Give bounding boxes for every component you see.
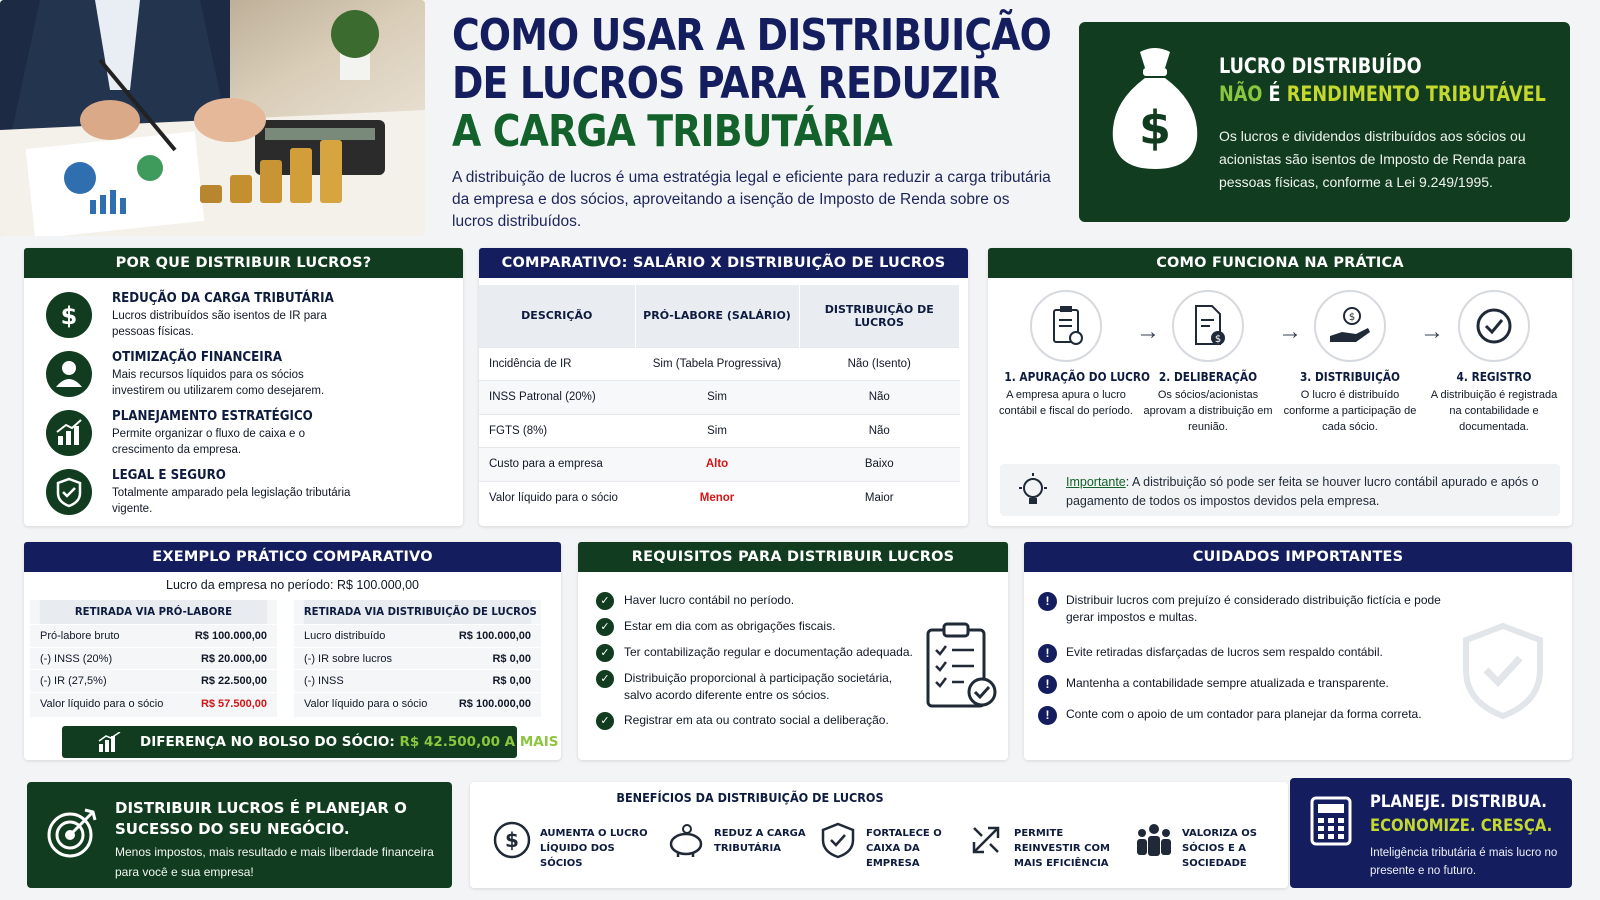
clipboard-checklist-icon	[924, 620, 998, 710]
piggy-bank-icon	[666, 820, 706, 860]
table-cell: Custo para a empresa	[479, 448, 635, 482]
step-title: 2. DELIBERAÇÃO	[1158, 370, 1258, 384]
step	[1424, 290, 1564, 435]
growth-chart-icon	[46, 410, 92, 456]
expand-arrows-icon	[966, 820, 1006, 860]
exemplo-header: EXEMPLO PRÁTICO COMPARATIVO	[24, 542, 561, 572]
list-item: ✓ Estar em dia com as obrigações fiscais.	[596, 618, 916, 635]
why-item-desc: Mais recursos líquidos para os sócios investirem ou utilizarem como desejarem.	[112, 369, 325, 397]
table-cell: Sim (Tabela Progressiva)	[635, 347, 799, 381]
table-row: Pró-labore bruto R$ 100.000,00	[30, 624, 277, 647]
beneficios-panel	[470, 782, 1288, 888]
benefit-label: REDUZ A CARGA TRIBUTÁRIA	[714, 828, 806, 854]
pro-labore-title: RETIRADA VIA PRÓ-LABORE	[40, 600, 267, 624]
why-item-title: LEGAL E SEGURO	[112, 467, 226, 483]
svg-text:$: $	[1214, 334, 1222, 345]
check-icon: ✓	[596, 712, 614, 730]
planeje-line-2: ECONOMIZE. CRESÇA.	[1370, 816, 1553, 835]
dollar-icon	[46, 292, 92, 338]
important-note-text: Importante: A distribuição só pode ser feita se houver lucro contábil apurado e após o pagamento de todos os impostos devidos pela empresa.	[1066, 475, 1539, 508]
benefit-label: VALORIZA OS SÓCIOS E A SOCIEDADE	[1182, 828, 1257, 869]
why-item	[46, 288, 456, 346]
planejar-desc: Menos impostos, mais resultado e mais liberdade financeira para você e sua empresa!	[115, 845, 434, 879]
step-desc: A distribuição é registrada na contabilidade e documentada.	[1430, 389, 1558, 433]
benefit-label: PERMITE REINVESTIR COM MAIS EFICIÊNCIA	[1014, 828, 1110, 869]
list-item: ! Distribuir lucros com prejuízo é considerado distribuição fictícia e pode gerar impostos e multas.	[1038, 592, 1458, 626]
step-desc: Os sócios/acionistas aprovam a distribuição em reunião.	[1143, 389, 1273, 433]
table-cell: Menor	[635, 481, 799, 515]
header-photo	[0, 0, 425, 236]
lightbulb-icon	[1014, 472, 1052, 510]
shield-check-icon	[818, 820, 858, 860]
table-cell: Alto	[635, 448, 799, 482]
check-icon: ✓	[596, 618, 614, 636]
check-icon: ✓	[596, 644, 614, 662]
distribuicao-table	[294, 600, 541, 717]
lucro-periodo: Lucro da empresa no período: R$ 100.000,00	[166, 578, 419, 592]
shield-check-icon	[1458, 620, 1548, 720]
hand-money-icon	[1314, 290, 1386, 362]
table-cell: INSS Patronal (20%)	[479, 381, 635, 415]
table-cell: Sim	[635, 381, 799, 415]
planejar-banner	[27, 782, 452, 888]
why-item-desc: Totalmente amparado pela legislação tributária vigente.	[112, 487, 351, 515]
why-item-title: OTIMIZAÇÃO FINANCEIRA	[112, 349, 283, 365]
svg-text:$: $	[505, 828, 519, 852]
table-row: Valor líquido para o sócio R$ 57.500,00	[30, 692, 277, 715]
planeje-banner	[1290, 778, 1572, 888]
table-row	[479, 481, 960, 515]
table-cell: Maior	[799, 481, 960, 515]
why-item-title: REDUÇÃO DA CARGA TRIBUTÁRIA	[112, 290, 334, 306]
table-row: (-) INSS (20%) R$ 20.000,00	[30, 647, 277, 670]
target-icon	[45, 806, 99, 860]
comparativo-panel	[479, 248, 968, 526]
why-header: POR QUE DISTRIBUIR LUCROS?	[24, 248, 463, 278]
step	[996, 290, 1151, 419]
table-cell: Baixo	[799, 448, 960, 482]
table-row	[479, 381, 960, 415]
exclamation-icon: !	[1038, 644, 1057, 663]
person-icon	[46, 351, 92, 397]
table-row	[479, 414, 960, 448]
lucro-distribuido-box	[1079, 22, 1570, 222]
requisitos-panel	[578, 542, 1008, 760]
exclamation-icon: !	[1038, 592, 1057, 611]
arrow-right-icon: →	[1136, 318, 1160, 345]
planeje-line-1: PLANEJE. DISTRIBUA.	[1370, 792, 1547, 811]
table-row	[479, 347, 960, 381]
table-cell: Não	[799, 381, 960, 415]
table-cell: Incidência de IR	[479, 347, 635, 381]
why-item-title: PLANEJAMENTO ESTRATÉGICO	[112, 408, 313, 424]
list-item: ✓ Registrar em ata ou contrato social a deliberação.	[596, 712, 916, 729]
why-item-desc: Permite organizar o fluxo de caixa e o crescimento da empresa.	[112, 428, 306, 456]
step	[1280, 290, 1420, 435]
step-desc: A empresa apura o lucro contábil e fiscal do período.	[999, 389, 1133, 417]
table-row	[479, 448, 960, 482]
step	[1138, 290, 1278, 435]
table-cell: Sim	[635, 414, 799, 448]
growth-chart-icon	[98, 732, 122, 752]
arrow-right-icon: →	[1278, 318, 1302, 345]
list-item: ! Mantenha a contabilidade sempre atualizada e transparente.	[1038, 675, 1458, 692]
table-row: (-) IR sobre lucros R$ 0,00	[294, 647, 541, 670]
comparativo-table	[479, 285, 960, 515]
svg-text:$: $	[1348, 312, 1356, 323]
benefit-label: FORTALECE O CAIXA DA EMPRESA	[866, 828, 942, 869]
table-cell: Não (Isento)	[799, 347, 960, 381]
title-line-1: COMO USAR A DISTRIBUIÇÃO	[452, 10, 1051, 61]
planeje-desc: Inteligência tributária é mais lucro no presente e no futuro.	[1370, 847, 1558, 877]
planejar-title: DISTRIBUIR LUCROS É PLANEJAR O SUCESSO DO SEU NEGÓCIO.	[115, 799, 407, 838]
table-cell: Não	[799, 414, 960, 448]
table-row: Lucro distribuído R$ 100.000,00	[294, 624, 541, 647]
check-circle-icon	[1458, 290, 1530, 362]
money-bag-icon	[1105, 44, 1205, 172]
lucro-box-description: Os lucros e dividendos distribuídos aos sócios ou acionistas são isentos de Imposto de Renda para pessoas físicas, conforme a Lei 9.249/1995.	[1219, 128, 1526, 190]
comparativo-header: COMPARATIVO: SALÁRIO X DISTRIBUIÇÃO DE LUCROS	[479, 248, 968, 278]
check-icon: ✓	[596, 670, 614, 688]
beneficios-title: BENEFÍCIOS DA DISTRIBUIÇÃO DE LUCROS	[616, 790, 884, 805]
why-item	[46, 465, 456, 523]
why-item-desc: Lucros distribuídos são isentos de IR para pessoas físicas.	[112, 310, 327, 338]
pro-labore-table	[30, 600, 277, 717]
svg-text:$: $	[60, 302, 78, 330]
table-cell: FGTS (8%)	[479, 414, 635, 448]
table-header: DESCRIÇÃO	[479, 285, 635, 347]
lucro-box-subtitle: NÃO É RENDIMENTO TRIBUTÁVEL	[1219, 82, 1546, 106]
page-title	[452, 10, 1051, 157]
list-item: ✓ Distribuição proporcional à participação societária, salvo acordo diferente entre os sócios.	[596, 670, 916, 704]
clipboard-check-icon	[1030, 290, 1102, 362]
distribuicao-title: RETIRADA VIA DISTRIBUIÇÃO DE LUCROS	[304, 600, 531, 624]
why-distribute-panel	[24, 248, 463, 526]
why-item	[46, 347, 456, 405]
table-header: PRÓ-LABORE (SALÁRIO)	[635, 285, 799, 347]
requisitos-header: REQUISITOS PARA DISTRIBUIR LUCROS	[578, 542, 1008, 572]
arrow-right-icon: →	[1420, 318, 1444, 345]
exemplo-panel	[24, 542, 561, 760]
calculator-icon	[1310, 796, 1352, 846]
cuidados-header: CUIDADOS IMPORTANTES	[1024, 542, 1572, 572]
difference-banner: DIFERENÇA NO BOLSO DO SÓCIO: R$ 42.500,00 A MAIS	[62, 726, 517, 758]
step-title: 3. DISTRIBUIÇÃO	[1299, 370, 1401, 384]
check-icon: ✓	[596, 592, 614, 610]
benefit-label: AUMENTA O LUCRO LÍQUIDO DOS SÓCIOS	[540, 828, 648, 869]
table-row: Valor líquido para o sócio R$ 100.000,00	[294, 692, 541, 715]
title-line-3: A CARGA TRIBUTÁRIA	[452, 106, 892, 157]
step-desc: O lucro é distribuído conforme a participação de cada sócio.	[1283, 389, 1417, 433]
shield-check-icon	[46, 469, 92, 515]
list-item: ✓ Ter contabilização regular e documentação adequada.	[596, 644, 916, 661]
lucro-box-title: LUCRO DISTRIBUÍDO	[1219, 54, 1422, 78]
list-item: ! Evite retiradas disfarçadas de lucros sem respaldo contábil.	[1038, 644, 1458, 661]
svg-text:$: $	[1138, 101, 1172, 155]
how-it-works-panel	[988, 248, 1572, 526]
cuidados-panel	[1024, 542, 1572, 760]
dollar-circle-icon	[492, 820, 532, 860]
intro-text: A distribuição de lucros é uma estratégia legal e eficiente para reduzir a carga tributária da empresa e dos sócios, aproveitando a isenção de Imposto de Renda sobre os lucros distribuídos.	[452, 169, 1051, 230]
table-row: (-) INSS R$ 0,00	[294, 669, 541, 692]
title-line-2: DE LUCROS PARA REDUZIR	[452, 58, 1000, 109]
list-item: ! Conte com o apoio de um contador para planejar da forma correta.	[1038, 706, 1458, 723]
important-note	[1000, 464, 1560, 516]
how-header: COMO FUNCIONA NA PRÁTICA	[988, 248, 1572, 278]
document-dollar-icon	[1172, 290, 1244, 362]
step-title: 4. REGISTRO	[1456, 370, 1532, 384]
people-icon	[1134, 820, 1174, 860]
exclamation-icon: !	[1038, 706, 1057, 725]
why-item	[46, 406, 456, 464]
table-row: (-) IR (27,5%) R$ 22.500,00	[30, 669, 277, 692]
table-cell: Valor líquido para o sócio	[479, 481, 635, 515]
exclamation-icon: !	[1038, 675, 1057, 694]
step-title: 1. APURAÇÃO DO LUCRO	[1004, 370, 1151, 384]
table-header: DISTRIBUIÇÃO DE LUCROS	[799, 285, 960, 347]
list-item: ✓ Haver lucro contábil no período.	[596, 592, 916, 609]
